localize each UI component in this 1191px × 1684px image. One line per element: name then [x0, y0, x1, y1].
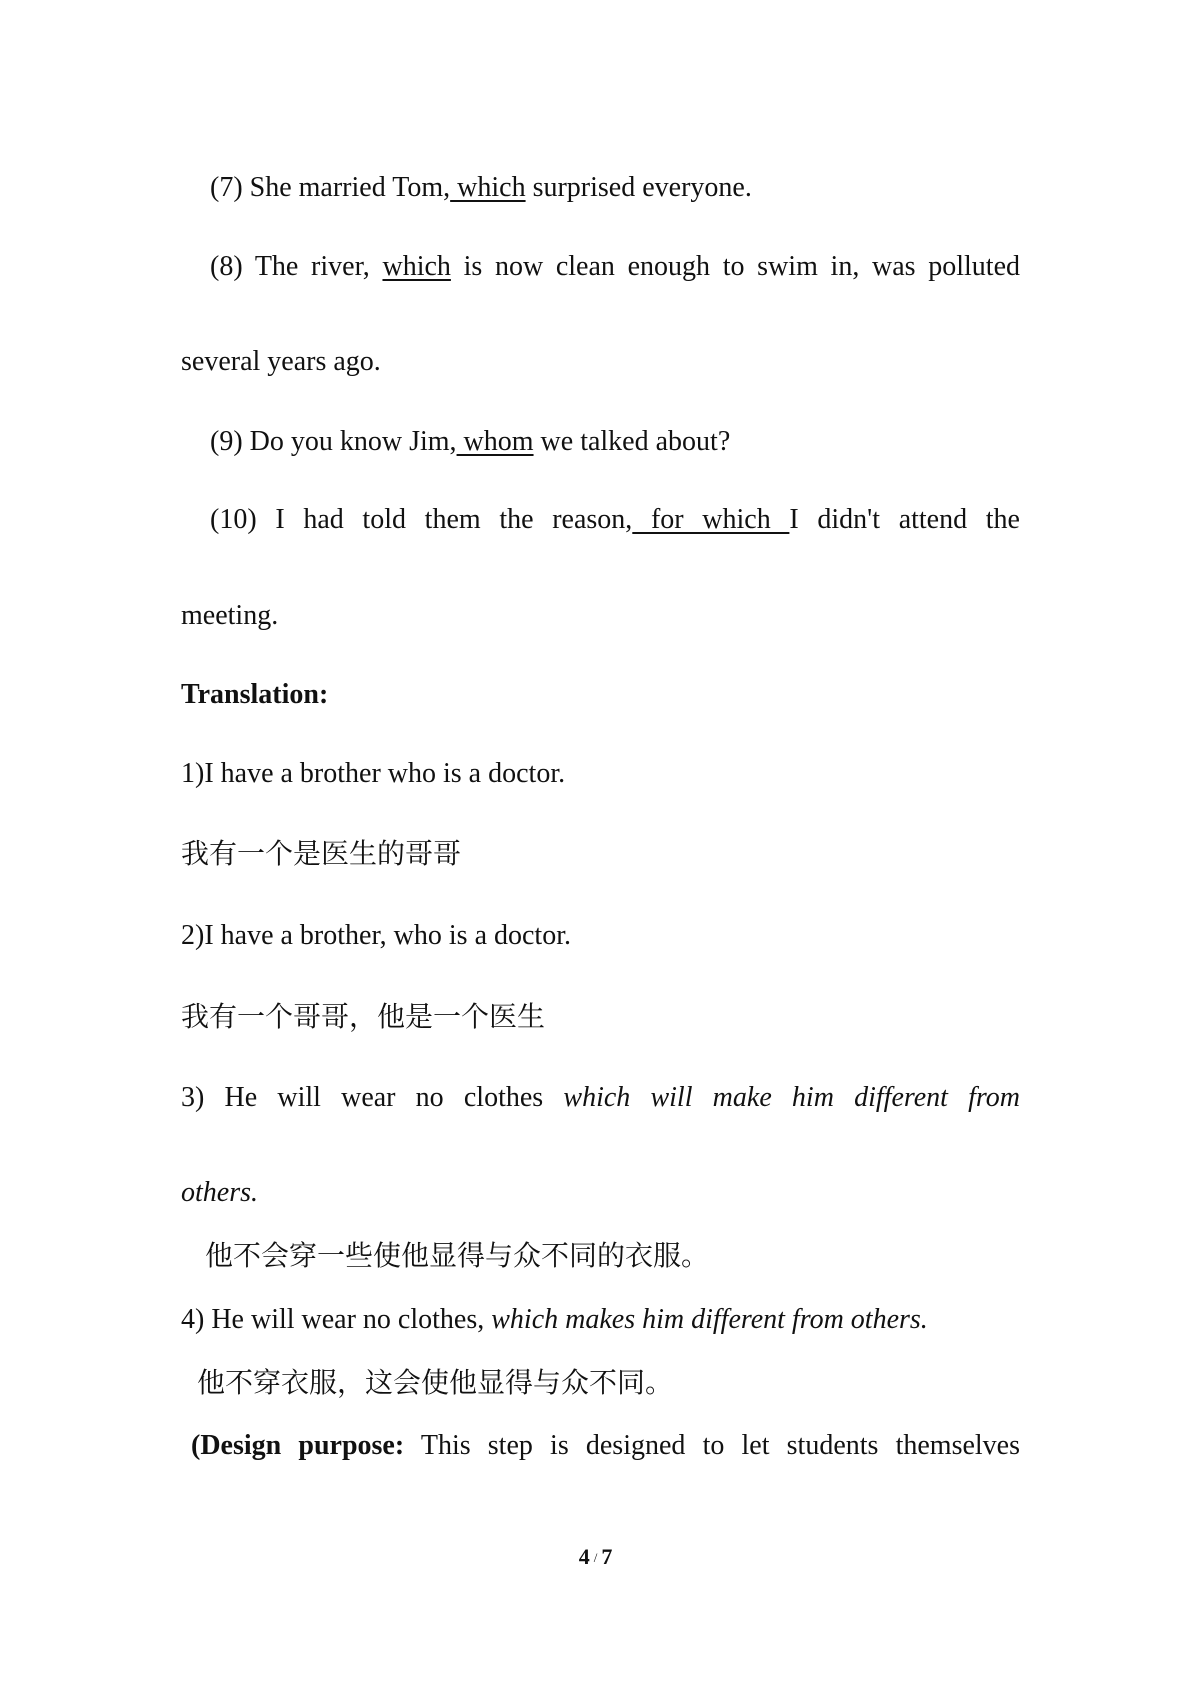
example-10-relative-phrase: for which — [632, 504, 790, 535]
example-10-rest: I didn't attend the — [789, 504, 1020, 535]
example-7-rest: surprised everyone. — [525, 172, 752, 203]
example-7-relative-word: which — [450, 172, 526, 203]
total-pages: 7 — [601, 1544, 613, 1569]
translation-heading: Translation: — [181, 679, 329, 710]
example-8-continuation: several years ago. — [181, 346, 381, 377]
example-7 — [210, 170, 752, 206]
example-9-relative-word: whom — [456, 426, 534, 457]
page-number — [0, 1544, 1191, 1570]
translation-3-chinese: 他不会穿一些使他显得与众不同的衣服。 — [205, 1239, 710, 1272]
translation-2-english: 2)I have a brother, who is a doctor. — [181, 920, 571, 951]
current-page: 4 — [578, 1544, 590, 1569]
translation-1-english: 1)I have a brother who is a doctor. — [181, 758, 566, 789]
translation-4-italic-clause: which makes him different from others. — [491, 1304, 928, 1335]
design-purpose — [191, 1428, 1020, 1464]
example-10 — [210, 502, 1020, 538]
example-9 — [210, 424, 730, 460]
example-8-relative-word: which — [382, 251, 451, 282]
translation-3-italic-clause: which will make him different from — [563, 1082, 1020, 1113]
example-10-text: (10) I had told them the reason, — [210, 504, 633, 535]
translation-4-english — [181, 1302, 928, 1338]
example-8 — [210, 249, 1020, 285]
translation-4-chinese: 他不穿衣服，这会使他显得与众不同。 — [197, 1366, 674, 1399]
translation-4-text: 4) He will wear no clothes, — [181, 1304, 492, 1335]
example-8-rest: is now clean enough to swim in, was polluted — [450, 251, 1020, 282]
page-separator: / — [593, 1550, 598, 1565]
translation-3-continuation: others. — [181, 1177, 258, 1208]
example-8-text: (8) The river, — [210, 251, 383, 282]
example-9-rest: we talked about? — [533, 426, 731, 457]
design-purpose-text: This step is designed to let students themselves — [404, 1430, 1021, 1461]
translation-2-chinese: 我有一个哥哥，他是一个医生 — [181, 1000, 546, 1033]
example-9-text: (9) Do you know Jim, — [210, 426, 457, 457]
translation-3-english — [181, 1080, 1020, 1116]
example-10-continuation: meeting. — [181, 600, 279, 631]
example-7-text: (7) She married Tom, — [210, 172, 451, 203]
translation-3-text: 3) He will wear no clothes — [181, 1082, 564, 1113]
design-purpose-label: (Design purpose: — [191, 1430, 405, 1461]
translation-1-chinese: 我有一个是医生的哥哥 — [181, 837, 462, 870]
